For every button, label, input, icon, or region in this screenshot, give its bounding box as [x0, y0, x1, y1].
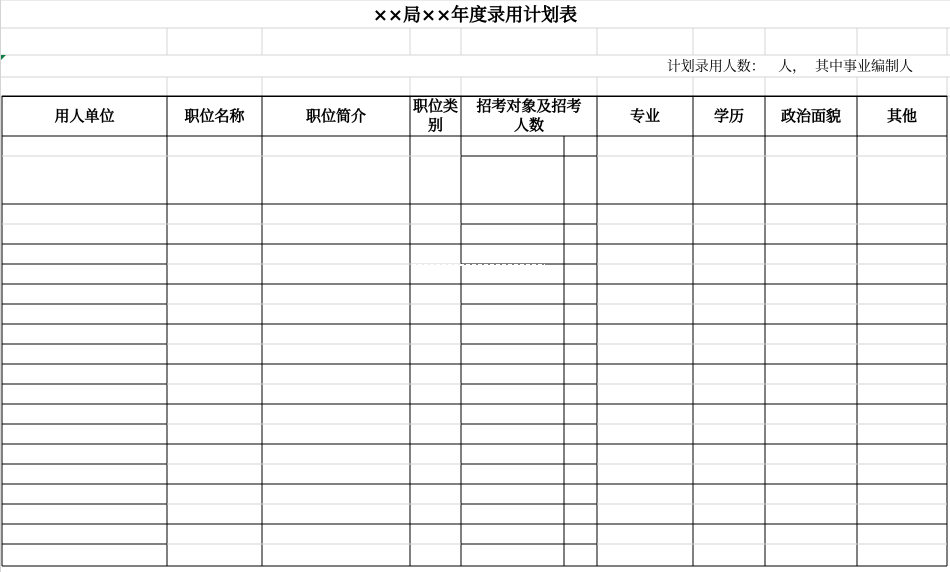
header-position-intro: 职位简介: [305, 106, 366, 125]
selection-marker: [1, 55, 6, 60]
header-other: 其他: [886, 106, 917, 125]
header-education: 学历: [713, 106, 744, 125]
header-position-type: 职位类别: [412, 97, 458, 134]
header-major: 专业: [629, 106, 660, 125]
header-political: 政治面貌: [780, 106, 841, 125]
header-position-name: 职位名称: [184, 106, 245, 125]
header-recruit-target: 招考对象及招考人数: [476, 97, 582, 134]
plan-count-line: 计划录用人数： 人， 其中事业编制人: [666, 59, 913, 75]
header-unit: 用人单位: [54, 106, 115, 125]
page-title: ××局××年度录用计划表: [372, 5, 578, 26]
